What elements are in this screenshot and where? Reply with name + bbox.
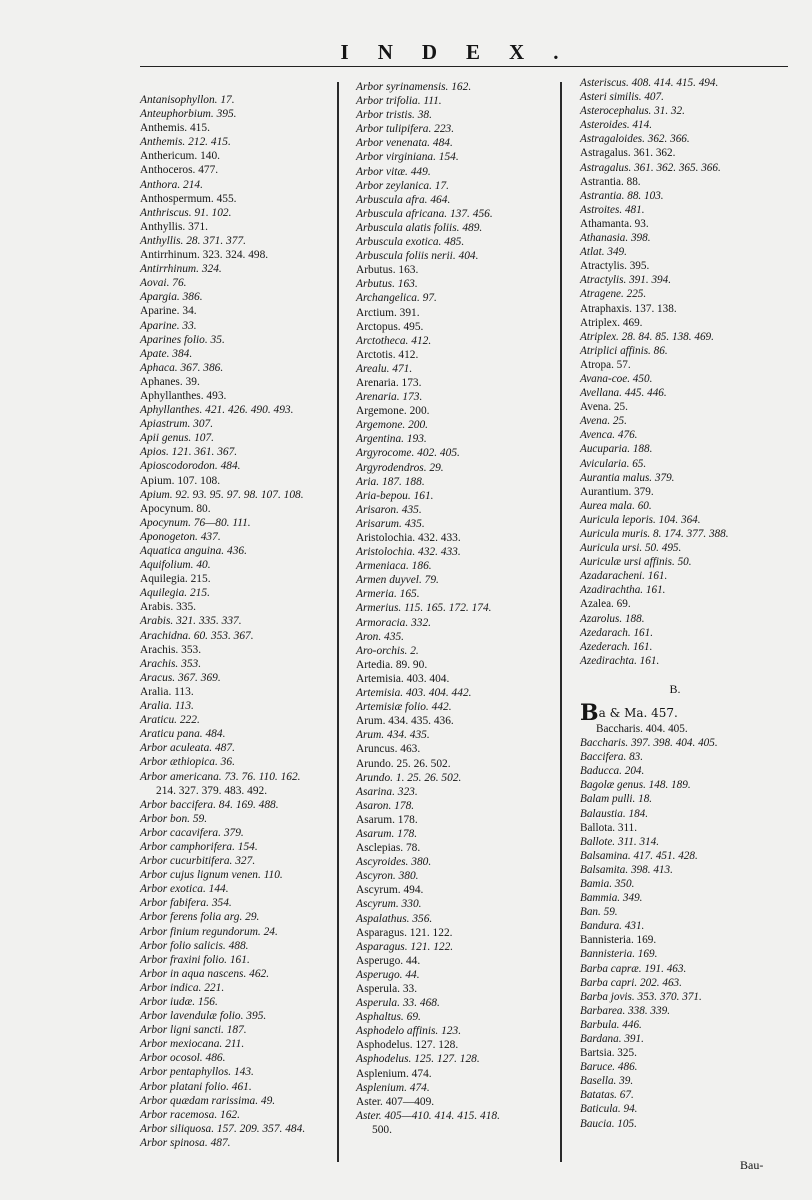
index-entry: Asperula. 33.: [356, 983, 418, 995]
index-entry: Arbor exotica. 144.: [140, 883, 229, 896]
index-entry: Arealu. 471.: [356, 362, 413, 375]
index-entry: Avellana. 445. 446.: [580, 387, 667, 400]
index-entry: Balsamina. 417. 451. 428.: [580, 849, 698, 862]
index-entry: 500.: [372, 1123, 392, 1136]
index-entry: Arbor æthiopica. 36.: [140, 756, 235, 769]
index-entry: Atriplici affinis. 86.: [580, 344, 668, 357]
index-entry: Arum. 434. 435. 436.: [356, 715, 454, 728]
index-entry: Asparagus. 121. 122.: [356, 926, 453, 939]
index-entry: Asphodelus. 125. 127. 128.: [356, 1053, 480, 1066]
index-entry: Arbor cujus lignum venen. 110.: [140, 869, 283, 882]
index-entry: Anthemis. 415.: [140, 122, 210, 135]
index-entry: Bardana. 391.: [580, 1033, 644, 1045]
index-entry: Auricula ursi. 50. 495.: [580, 542, 682, 555]
index-entry: Anteuphorbium. 395.: [140, 108, 237, 121]
index-entry: Arbor fabifera. 354.: [140, 897, 232, 910]
index-entry: Azarolus. 188.: [580, 612, 645, 625]
index-entry: Arbor siliquosa. 157. 209. 357. 484.: [140, 1122, 306, 1135]
index-entry: Asphodelus. 127. 128.: [356, 1039, 459, 1052]
index-entry: Avena. 25.: [580, 415, 627, 428]
index-entry: Apii genus. 107.: [140, 432, 215, 445]
index-entry: Aria. 187. 188.: [356, 475, 425, 488]
index-entry: Arctopus. 495.: [356, 320, 424, 333]
index-entry: Asclepias. 78.: [356, 842, 421, 855]
index-entry: Bammia. 349.: [580, 892, 643, 905]
index-entry: Azadaracheni. 161.: [580, 570, 668, 583]
index-entry: Asperugo. 44.: [356, 954, 421, 967]
index-entry: Aro-orchis. 2.: [356, 644, 419, 657]
index-entry: Auriculæ ursi affinis. 50.: [580, 556, 692, 569]
index-entry: Astragaloides. 362. 366.: [580, 133, 690, 146]
index-entry: Athamanta. 93.: [580, 217, 649, 230]
index-entry: Asparagus. 121. 122.: [356, 940, 454, 953]
column-rule: [560, 82, 562, 1162]
index-entry: Arctium. 391.: [356, 306, 420, 319]
a-entries: [580, 76, 790, 668]
index-entry: Astragalus. 361. 362.: [580, 147, 676, 160]
index-entry: Asperula. 33. 468.: [356, 997, 440, 1010]
index-entry: Asphaltus. 69.: [356, 1011, 421, 1024]
index-entry: Asplenium. 474.: [356, 1081, 430, 1094]
index-entry: Aponogeton. 437.: [140, 530, 221, 543]
index-entry: Ballota. 311.: [580, 821, 638, 834]
index-entry: Aracus. 367. 369.: [140, 671, 221, 684]
index-entry: Aphyllanthes. 421. 426. 490. 493.: [140, 404, 294, 417]
index-entry: Arbor bon. 59.: [140, 812, 208, 825]
index-entry: Antanisophyllon. 17.: [140, 94, 235, 106]
index-entry: Arachidna. 60. 353. 367.: [140, 629, 254, 642]
index-entry: Anthriscus. 91. 102.: [140, 206, 232, 219]
index-entry: Ascyrum. 330.: [356, 898, 422, 911]
index-entry: Apate. 384.: [140, 347, 193, 360]
index-entry: Barbarea. 338. 339.: [580, 1004, 671, 1017]
index-entry: Armeria. 165.: [356, 588, 420, 601]
page-header: [140, 40, 788, 67]
index-entry: Aphaca. 367. 386.: [140, 361, 224, 374]
index-entry: Asteri similis. 407.: [580, 91, 664, 104]
index-entry: Arbuscula exotica. 485.: [356, 236, 465, 249]
index-entry: Arbor indica. 221.: [140, 981, 225, 994]
index-entry: Arbor virginiana. 154.: [356, 151, 459, 164]
index-entry: Atropa. 57.: [580, 358, 631, 371]
index-entry: Athanasia. 398.: [580, 232, 651, 245]
index-entry: Atragene. 225.: [580, 288, 647, 301]
index-entry: Anthyllis. 28. 371. 377.: [140, 234, 246, 247]
index-entry: Arbor ocosol. 486.: [140, 1052, 226, 1065]
index-entry: Asaron. 178.: [356, 799, 415, 812]
index-entry: Avena. 25.: [580, 401, 628, 414]
page-title: INDEX.: [340, 40, 588, 64]
index-entry: Aralia. 113.: [140, 700, 194, 713]
index-entry: Barbula. 446.: [580, 1018, 642, 1031]
index-entry: Arbor aculeata. 487.: [140, 742, 235, 755]
index-entry: Bagolæ genus. 148. 189.: [580, 779, 691, 792]
index-entry: Arisaron. 435.: [356, 503, 422, 516]
index-entry: Asarina. 323.: [356, 785, 418, 798]
index-entry: Bamia. 350.: [580, 877, 635, 890]
index-column-3: [580, 76, 790, 1131]
index-entry: Artemisiæ folio. 442.: [356, 701, 452, 714]
index-entry: Aurantium. 379.: [580, 485, 654, 498]
index-entry: Arbor platani folio. 461.: [140, 1080, 252, 1093]
index-entry: Anthora. 214.: [140, 178, 203, 191]
index-entry: Baucia. 105.: [580, 1117, 637, 1130]
index-entry: Anthospermum. 455.: [140, 192, 237, 205]
index-entry: Avana-coe. 450.: [580, 372, 653, 385]
index-entry: Arbor spinosa. 487.: [140, 1136, 231, 1149]
index-entry: Artemisia. 403. 404. 442.: [356, 687, 472, 700]
index-entry: Arbor ligni sancti. 187.: [140, 1024, 247, 1037]
index-entry: Azadirachtha. 161.: [580, 584, 666, 597]
index-entry: Atractylis. 391. 394.: [580, 274, 672, 287]
index-entry: Aurantia malus. 379.: [580, 471, 675, 484]
index-entry: Atraphaxis. 137. 138.: [580, 302, 677, 315]
index-entry: Arctotheca. 412.: [356, 334, 432, 347]
index-entry: Atractylis. 395.: [580, 260, 650, 273]
index-entry: Bannisteria. 169.: [580, 934, 657, 947]
index-entry: Baticula. 94.: [580, 1103, 638, 1116]
index-entry: Ascyrum. 494.: [356, 884, 424, 897]
index-entry: Araticu. 222.: [140, 714, 200, 727]
index-entry: Aucuparia. 188.: [580, 443, 653, 456]
index-entry: Ascyron. 380.: [356, 870, 419, 883]
index-entry: Ascyroides. 380.: [356, 856, 432, 869]
index-entry: Barba jovis. 353. 370. 371.: [580, 990, 702, 1003]
index-entry: Apocynum. 76—80. 111.: [140, 516, 251, 529]
index-entry: Asphodelo affinis. 123.: [356, 1025, 462, 1038]
index-entry: Aralia. 113.: [140, 685, 194, 698]
index-entry: Azederach. 161.: [580, 640, 653, 653]
index-entry: Aria-bepou. 161.: [356, 489, 434, 502]
index-entry: Baducca. 204.: [580, 765, 645, 778]
index-entry: Aristolochia. 432. 433.: [356, 546, 461, 559]
index-entry: Arbor baccifera. 84. 169. 488.: [140, 798, 279, 811]
index-entry: Auricula leporis. 104. 364.: [580, 513, 701, 526]
index-entry: Arbuscula afra. 464.: [356, 193, 451, 206]
index-entry: Arbor racemosa. 162.: [140, 1108, 240, 1121]
index-entry: Atriplex. 28. 84. 85. 138. 469.: [580, 330, 714, 343]
index-entry: Astrantia. 88. 103.: [580, 189, 664, 202]
index-entry: Arbor finium regundorum. 24.: [140, 925, 278, 938]
index-entry: Arbor trifolia. 111.: [356, 95, 442, 108]
index-entry: Astragalus. 361. 362. 365. 366.: [580, 161, 721, 174]
index-entry: Arbutus. 163.: [356, 264, 419, 277]
index-entry: Asterocephalus. 31. 32.: [580, 105, 685, 118]
index-entry: Atriplex. 469.: [580, 316, 643, 329]
index-entry: Basella. 39.: [580, 1075, 634, 1088]
index-entry: 214. 327. 379. 483. 492.: [156, 784, 268, 797]
index-entry: Aovai. 76.: [140, 277, 187, 290]
index-entry: Arbutus. 163.: [356, 278, 418, 291]
index-entry: Barba capri. 202. 463.: [580, 976, 682, 989]
index-entry: Arbor mexiocana. 211.: [140, 1038, 245, 1051]
index-entry: Archangelica. 97.: [356, 292, 437, 305]
index-entry: Arenaria. 173.: [356, 376, 422, 389]
index-entry: Apiastrum. 307.: [140, 418, 214, 431]
index-entry: Avicularia. 65.: [580, 457, 647, 470]
index-entry: Asarum. 178.: [356, 827, 418, 840]
index-entry: Argyrodendros. 29.: [356, 461, 444, 474]
index-entry: Arum. 434. 435.: [356, 729, 430, 742]
index-entry: Ban. 59.: [580, 906, 618, 919]
section-heading: [580, 699, 790, 726]
index-entry: Batatas. 67.: [580, 1089, 634, 1102]
index-entry: Artemisia. 403. 404.: [356, 672, 450, 685]
index-entry: Aphyllanthes. 493.: [140, 389, 227, 402]
index-entry: Asperugo. 44.: [356, 968, 420, 981]
index-entry: Aparine. 33.: [140, 319, 197, 332]
index-entry: Azalea. 69.: [580, 598, 631, 611]
index-entry: Aparines folio. 35.: [140, 333, 225, 346]
index-entry: Arctotis. 412.: [356, 348, 419, 361]
index-entry: Aron. 435.: [356, 630, 404, 643]
index-entry: Azedarach. 161.: [580, 626, 654, 639]
index-entry: Aster. 405—410. 414. 415. 418.: [356, 1109, 500, 1122]
index-entry: Arbor lavendulæ folio. 395.: [140, 1010, 267, 1023]
index-entry: Auricula muris. 8. 174. 377. 388.: [580, 528, 729, 540]
index-entry: Argemone. 200.: [356, 419, 429, 432]
index-entry: Aurea mala. 60.: [580, 499, 652, 512]
index-entry: Arundo. 25. 26. 502.: [356, 757, 451, 770]
index-entry: Araticu pana. 484.: [140, 728, 226, 741]
index-entry: Balsamita. 398. 413.: [580, 863, 673, 876]
index-entry: Arabis. 335.: [140, 601, 196, 614]
index-entry: Armerius. 115. 165. 172. 174.: [356, 602, 492, 615]
index-entry: Apium. 107. 108.: [140, 474, 221, 487]
index-entry: Bannisteria. 169.: [580, 948, 658, 961]
column-rule: [337, 82, 339, 1162]
index-entry: Arachis. 353.: [140, 643, 202, 656]
b-entries: [580, 736, 790, 1131]
index-entry: Arbor syrinamensis. 162.: [356, 81, 472, 93]
index-entry: Aphanes. 39.: [140, 375, 200, 388]
index-entry: Antirrhinum. 323. 324. 498.: [140, 249, 269, 262]
index-entry: Argentina. 193.: [356, 433, 427, 446]
index-entry: Armeniaca. 186.: [356, 560, 432, 573]
section-letter-b: B.: [669, 681, 681, 696]
index-entry: Arbor camphorifera. 154.: [140, 840, 258, 853]
index-entry: Arbor zeylanica. 17.: [356, 179, 450, 192]
index-entry: Arenaria. 173.: [356, 391, 423, 404]
index-entry: Argemone. 200.: [356, 405, 430, 418]
index-entry: Asarum. 178.: [356, 813, 418, 826]
index-entry: Arbor fraxini folio. 161.: [140, 953, 250, 966]
index-entry: Arbor americana. 73. 76. 110. 162.: [140, 770, 301, 783]
index-entry: Arbor ferens folia arg. 29.: [140, 911, 260, 924]
index-entry: Armen duyvel. 79.: [356, 574, 439, 587]
index-entry: Arbor quædam rarissima. 49.: [140, 1094, 276, 1107]
index-entry: Bandura. 431.: [580, 920, 645, 933]
section-subheading: Baccharis. 404. 405.: [596, 722, 688, 735]
index-entry: Aquifolium. 40.: [140, 559, 211, 572]
index-entry: Apargia. 386.: [140, 291, 203, 304]
index-entry: Arbor iudæ. 156.: [140, 996, 218, 1008]
index-entry: Aruncus. 463.: [356, 743, 421, 756]
index-entry: Arbuscula foliis nerii. 404.: [356, 250, 479, 263]
index-entry: Balaustia. 184.: [580, 807, 649, 820]
index-entry: Apioscodorodon. 484.: [140, 460, 241, 473]
index-entry: Armoracia. 332.: [356, 616, 431, 629]
index-entry: Aspalathus. 356.: [356, 912, 433, 925]
index-entry: Arbor pentaphyllos. 143.: [140, 1066, 254, 1079]
index-entry: Arbor tristis. 38.: [356, 109, 432, 122]
index-entry: Arbor in aqua nascens. 462.: [140, 967, 270, 980]
index-entry: Arachis. 353.: [140, 657, 202, 670]
index-entry: Antirrhinum. 324.: [140, 263, 222, 276]
index-entry: Bartsia. 325.: [580, 1047, 637, 1060]
index-entry: Arundo. 1. 25. 26. 502.: [356, 771, 462, 784]
index-entry: Baccharis. 397. 398. 404. 405.: [580, 737, 718, 750]
index-entry: Anthoceros. 477.: [140, 164, 219, 177]
index-entry: Apocynum. 80.: [140, 502, 211, 515]
index-entry: Avenca. 476.: [580, 429, 638, 442]
index-entry: Arbuscula africana. 137. 456.: [356, 207, 493, 220]
index-entry: Arbor cucurbitifera. 327.: [140, 855, 256, 868]
index-column-1: [140, 93, 330, 1150]
index-entry: Baccifera. 83.: [580, 751, 644, 764]
index-entry: Astrantia. 88.: [580, 175, 641, 188]
index-entry: Aparine. 34.: [140, 305, 197, 318]
index-entry: Asteriscus. 408. 414. 415. 494.: [580, 77, 719, 89]
index-entry: Artedia. 89. 90.: [356, 658, 428, 671]
index-entry: Baruce. 486.: [580, 1061, 638, 1074]
index-entry: Anthericum. 140.: [140, 150, 221, 163]
index-entry: Arbuscula alatis foliis. 489.: [356, 221, 483, 234]
index-entry: Apios. 121. 361. 367.: [140, 446, 238, 459]
index-entry: Arbor tulipifera. 223.: [356, 123, 455, 136]
index-entry: Arbor folio salicis. 488.: [140, 939, 249, 952]
index-entry: Aristolochia. 432. 433.: [356, 532, 461, 544]
drop-cap: B: [580, 699, 599, 726]
index-entry: Arbor cacavifera. 379.: [140, 826, 244, 839]
index-entry: Anthemis. 212. 415.: [140, 136, 231, 149]
index-entry: Aster. 407—409.: [356, 1095, 435, 1108]
index-entry: Anthyllis. 371.: [140, 220, 209, 233]
index-entry: Asteroides. 414.: [580, 119, 652, 132]
section-heading-rest: a & Ma. 457.: [598, 705, 678, 720]
index-entry: Barba capræ. 191. 463.: [580, 962, 687, 975]
index-entry: Argyrocome. 402. 405.: [356, 447, 460, 460]
index-entry: Aquatica anguina. 436.: [140, 545, 247, 557]
index-entry: Arabis. 321. 335. 337.: [140, 615, 242, 628]
index-entry: Arisarum. 435.: [356, 517, 425, 530]
index-entry: Aquilegia. 215.: [140, 587, 210, 600]
index-entry: Atlat. 349.: [580, 246, 627, 259]
index-entry: Arbor venenata. 484.: [356, 137, 453, 150]
index-entry: Ballote. 311. 314.: [580, 835, 660, 848]
catchword: Bau-: [740, 1158, 764, 1172]
index-entry: Aquilegia. 215.: [140, 573, 211, 586]
index-entry: Balam pulli. 18.: [580, 793, 653, 806]
index-column-2: [356, 80, 551, 1137]
index-entry: Apium. 92. 93. 95. 97. 98. 107. 108.: [140, 488, 304, 501]
index-entry: Asplenium. 474.: [356, 1067, 432, 1080]
index-entry: Azedirachta. 161.: [580, 654, 660, 667]
index-entry: Astroites. 481.: [580, 203, 645, 216]
index-entry: Arbor vitæ. 449.: [356, 165, 431, 178]
